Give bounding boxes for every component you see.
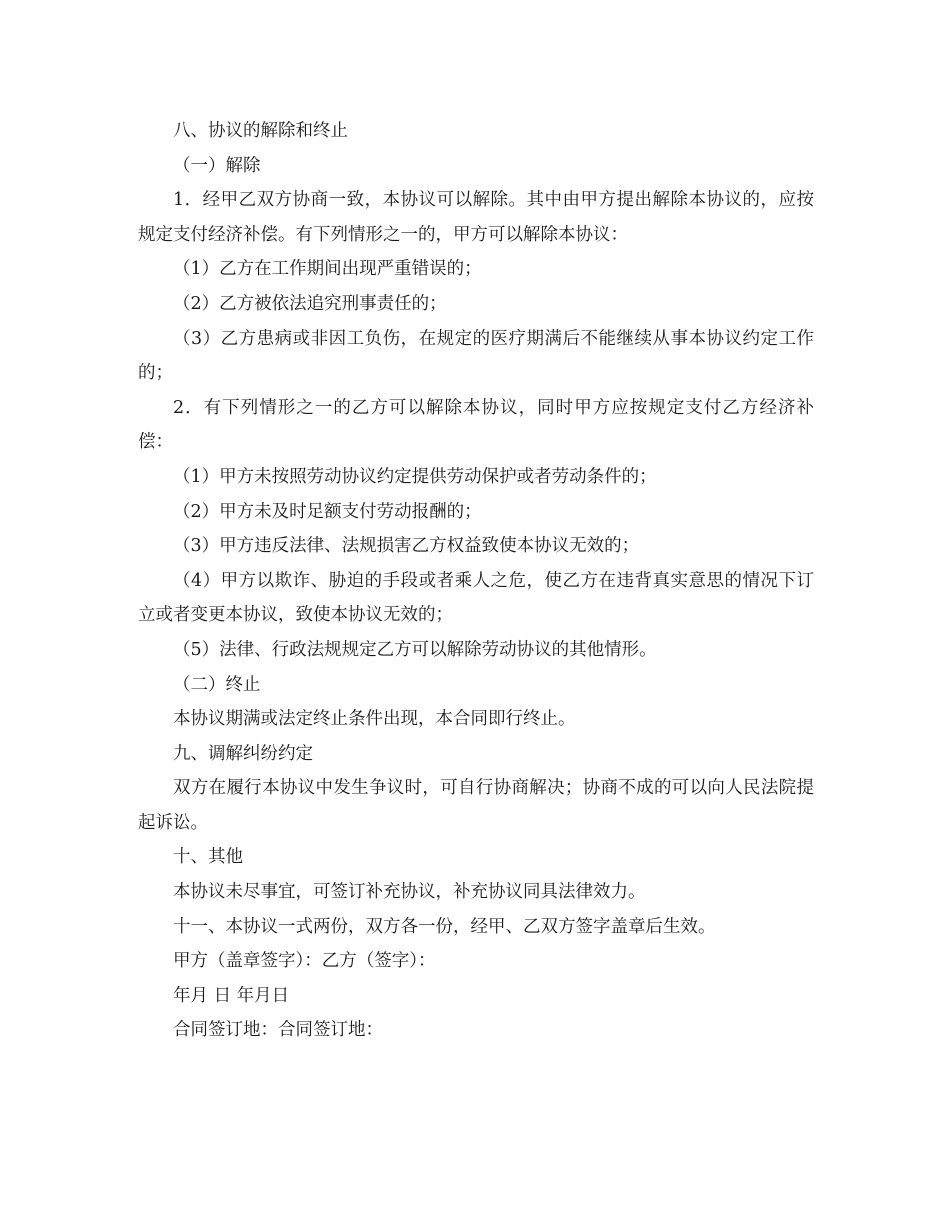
clause-item: （3）乙方患病或非因工负伤，在规定的医疗期满后不能继续从事本协议约定工作的；: [138, 328, 814, 384]
clause-item: （1）甲方未按照劳动协议约定提供劳动保护或者劳动条件的；: [173, 466, 657, 487]
clause-item: （5）法律、行政法规规定乙方可以解除劳动协议的其他情形。: [173, 639, 657, 660]
subsection-heading-dissolution: （一）解除: [173, 155, 261, 176]
clause-item: （3）甲方违反法律、法规损害乙方权益致使本协议无效的；: [173, 536, 640, 557]
clause-item: （2）甲方未及时足额支付劳动报酬的；: [173, 501, 482, 522]
signing-place-line: 合同签订地：合同签订地：: [173, 1020, 383, 1041]
clause-paragraph: 本协议未尽事宜，可签订补充协议，补充协议同具法律效力。: [173, 882, 646, 903]
clause-paragraph: 1．经甲乙双方协商一致，本协议可以解除。其中由甲方提出解除本协议的，应按规定支付经济补偿。有下列情形之一的，甲方可以解除本协议：: [138, 190, 814, 245]
clause-paragraph: 2．有下列情形之一的乙方可以解除本协议，同时甲方应按规定支付乙方经济补偿：: [138, 397, 814, 453]
clause-paragraph: 十一、本协议一式两份，双方各一份，经甲、乙双方签字盖章后生效。: [173, 916, 716, 937]
clause-item: （1）乙方在工作期间出现严重错误的；: [173, 259, 482, 280]
clause-paragraph: 双方在履行本协议中发生争议时，可自行协商解决；协商不成的可以向人民法院提起诉讼。: [138, 778, 814, 833]
section-heading-termination: 八、协议的解除和终止: [173, 121, 348, 141]
signature-line: 甲方（盖章签字）：乙方（签字）：: [173, 951, 436, 972]
clause-item: （2）乙方被依法追究刑事责任的；: [173, 293, 447, 314]
section-heading-dispute: 九、调解纠纷约定: [173, 743, 313, 764]
document-body: [138, 114, 814, 1048]
date-line: 年月 日 年月日: [173, 985, 290, 1006]
clause-item: （4）甲方以欺诈、胁迫的手段或者乘人之危，使乙方在违背真实意思的情况下订立或者变更本协议，致使本协议无效的；: [138, 570, 814, 626]
clause-paragraph: 本协议期满或法定终止条件出现，本合同即行终止。: [173, 709, 576, 730]
subsection-heading-termination: （二）终止: [173, 674, 261, 695]
section-heading-other: 十、其他: [173, 847, 243, 868]
